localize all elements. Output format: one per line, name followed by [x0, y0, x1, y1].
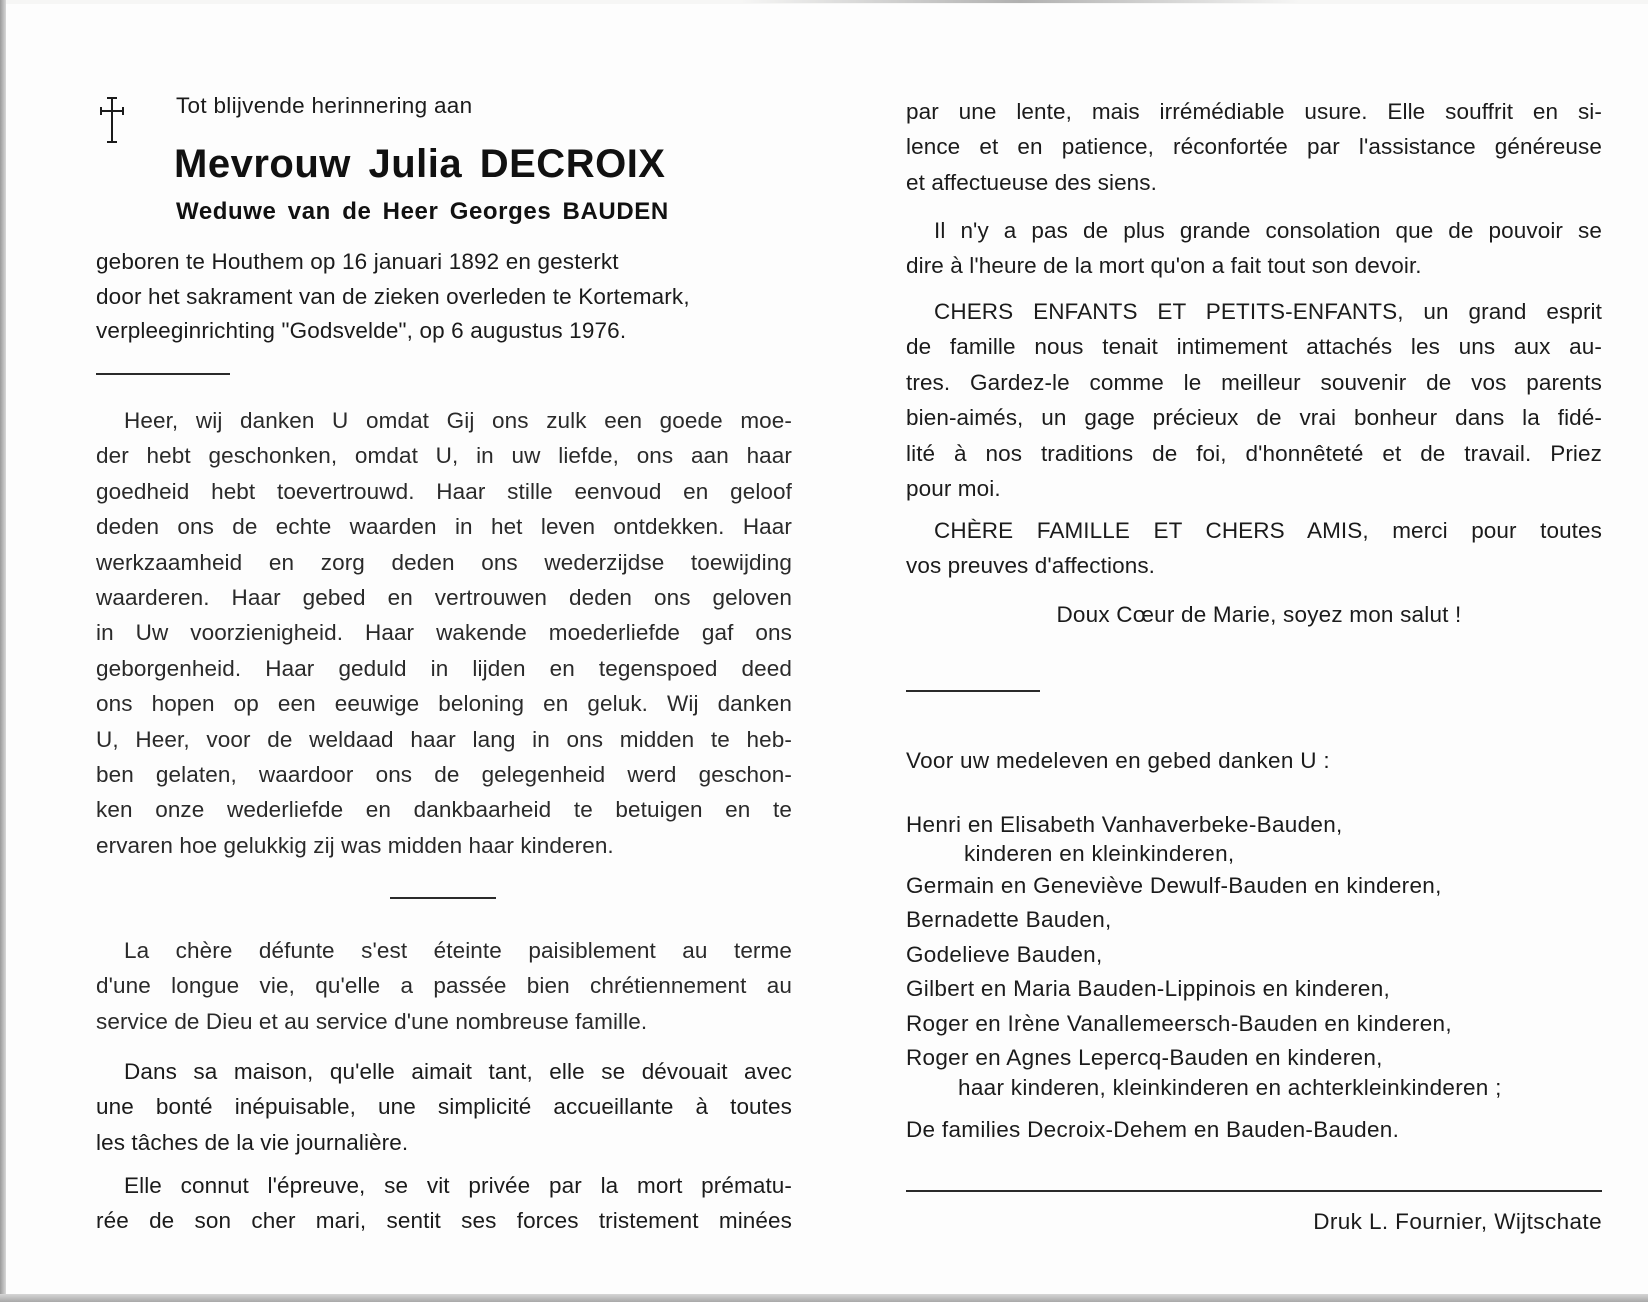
french-paragraph: [96, 1054, 792, 1160]
text-line: service de Dieu et au service d'une nombreuse famille.: [96, 1008, 648, 1034]
family-entry: De families Decroix-Dehem en Bauden-Bauden.: [906, 1116, 1400, 1142]
family-entry: haar kinderen, kleinkinderen en achterkleinkinderen ;: [958, 1074, 1502, 1100]
text-line: par une lente, mais irrémédiable usure. Elle souffrit en si-: [906, 99, 1602, 124]
printer-credit: Druk L. Fournier, Wijtschate: [1313, 1209, 1602, 1234]
divider: [96, 373, 230, 375]
text-line: goedheid hebt toevertrouwd. Haar stille eenvoud en geloof: [96, 478, 792, 504]
family-entry: Roger en Agnes Lepercq-Bauden en kinderen,: [906, 1045, 1383, 1070]
text-line: geboren te Houthem op 16 januari 1892 en gesterkt: [96, 249, 619, 274]
text-line: et affectueuse des siens.: [906, 169, 1157, 195]
dutch-prayer: [96, 403, 792, 863]
card-bottom-edge: [0, 1294, 1648, 1302]
cross-icon: [98, 96, 126, 146]
family-entry: Roger en Irène Vanallemeersch-Bauden en kinderen,: [906, 1010, 1452, 1036]
family-list: [906, 808, 1626, 1147]
text-line: rée de son cher mari, sentit ses forces tristement minées: [96, 1208, 792, 1234]
french-paragraph: [906, 294, 1602, 506]
text-line: ervaren hoe gelukkig zij was midden haar kinderen.: [96, 832, 614, 858]
text-line: Elle connut l'épreuve, se vit privée par la mort prématu-: [124, 1173, 792, 1198]
deceased-subtitle: Weduwe van de Heer Georges BAUDEN: [176, 198, 669, 225]
thanks-heading: Voor uw medeleven en gebed danken U :: [906, 748, 1330, 773]
text-line: une bonté inépuisable, une simplicité accueillante à toutes: [96, 1094, 792, 1120]
memorial-intro: Tot blijvende herinnering aan: [176, 93, 473, 118]
family-entry: Henri en Elisabeth Vanhaverbeke-Bauden,: [906, 812, 1343, 837]
family-entry: Godelieve Bauden,: [906, 941, 1103, 967]
text-line: tres. Gardez-le comme le meilleur souvenir de vos parents: [906, 369, 1602, 395]
text-line: Il n'y a pas de plus grande consolation que de pouvoir se: [934, 218, 1602, 243]
french-paragraph: [96, 1168, 792, 1239]
text-line: vos preuves d'affections.: [906, 553, 1156, 579]
text-line: dire à l'heure de la mort qu'on a fait tout son devoir.: [906, 253, 1422, 279]
text-line: geborgenheid. Haar geduld in lijden en tegenspoed deed: [96, 655, 792, 681]
text-line: La chère défunte s'est éteinte paisiblement au terme: [124, 938, 792, 963]
family-entry: Gilbert en Maria Bauden-Lippinois en kinderen,: [906, 976, 1391, 1001]
text-line: lence et en patience, réconfortée par l'assistance généreuse: [906, 134, 1602, 160]
family-entry: kinderen en kleinkinderen,: [964, 840, 1235, 866]
divider: [906, 1190, 1602, 1192]
text-line: deden ons de echte waarden in het leven ontdekken. Haar: [96, 514, 792, 540]
text-line: ben gelaten, waardoor ons de gelegenheid werd geschon-: [96, 762, 792, 788]
french-paragraph: [906, 513, 1602, 584]
text-line: CHÈRE FAMILLE ET CHERS AMIS, merci pour toutes: [934, 518, 1602, 543]
french-paragraph: [906, 213, 1602, 284]
text-line: door het sakrament van de zieken overleden te Kortemark,: [96, 283, 690, 309]
text-line: Dans sa maison, qu'elle aimait tant, elle se dévouait avec: [124, 1059, 792, 1084]
text-line: der hebt geschonken, omdat U, in uw liefde, ons aan haar: [96, 443, 792, 469]
text-line: Heer, wij danken U omdat Gij ons zulk een goede moe-: [124, 408, 792, 433]
text-line: U, Heer, voor de weldaad haar lang in ons midden te heb-: [96, 726, 792, 752]
closing-prayer: Doux Cœur de Marie, soyez mon salut !: [1056, 602, 1462, 627]
text-line: d'une longue vie, qu'elle a passée bien chrétiennement au: [96, 973, 792, 999]
family-entry: Bernadette Bauden,: [906, 907, 1112, 932]
french-paragraph: [906, 94, 1602, 200]
text-line: les tâches de la vie journalière.: [96, 1129, 409, 1155]
text-line: bien-aimés, un gage précieux de vrai bonheur dans la fidé-: [906, 405, 1602, 431]
text-line: pour moi.: [906, 476, 1001, 502]
divider: [390, 897, 496, 899]
card-top-shadow: [740, 0, 1300, 3]
text-line: verpleeginrichting "Godsvelde", op 6 augustus 1976.: [96, 318, 627, 343]
text-line: waarderen. Haar gebed en vertrouwen deden ons geloven: [96, 585, 792, 611]
text-line: CHERS ENFANTS ET PETITS-ENFANTS, un grand esprit: [934, 299, 1602, 324]
birth-death-details: [96, 245, 816, 349]
text-line: in Uw voorzienigheid. Haar wakende moederliefde gaf ons: [96, 620, 792, 646]
text-line: de famille nous tenait intimement attachés les uns aux au-: [906, 334, 1602, 360]
divider: [906, 690, 1040, 692]
deceased-name: Mevrouw Julia DECROIX: [174, 142, 666, 186]
text-line: lité à nos traditions de foi, d'honnêteté et de travail. Priez: [906, 440, 1602, 466]
text-line: werkzaamheid en zorg deden ons wederzijdse toewijding: [96, 549, 792, 575]
text-line: ken onze wederliefde en dankbaarheid te betuigen en te: [96, 797, 792, 823]
family-entry: Germain en Geneviève Dewulf-Bauden en kinderen,: [906, 872, 1442, 898]
text-line: ons hopen op een eeuwige beloning en geluk. Wij danken: [96, 691, 792, 717]
french-paragraph: [96, 933, 792, 1039]
